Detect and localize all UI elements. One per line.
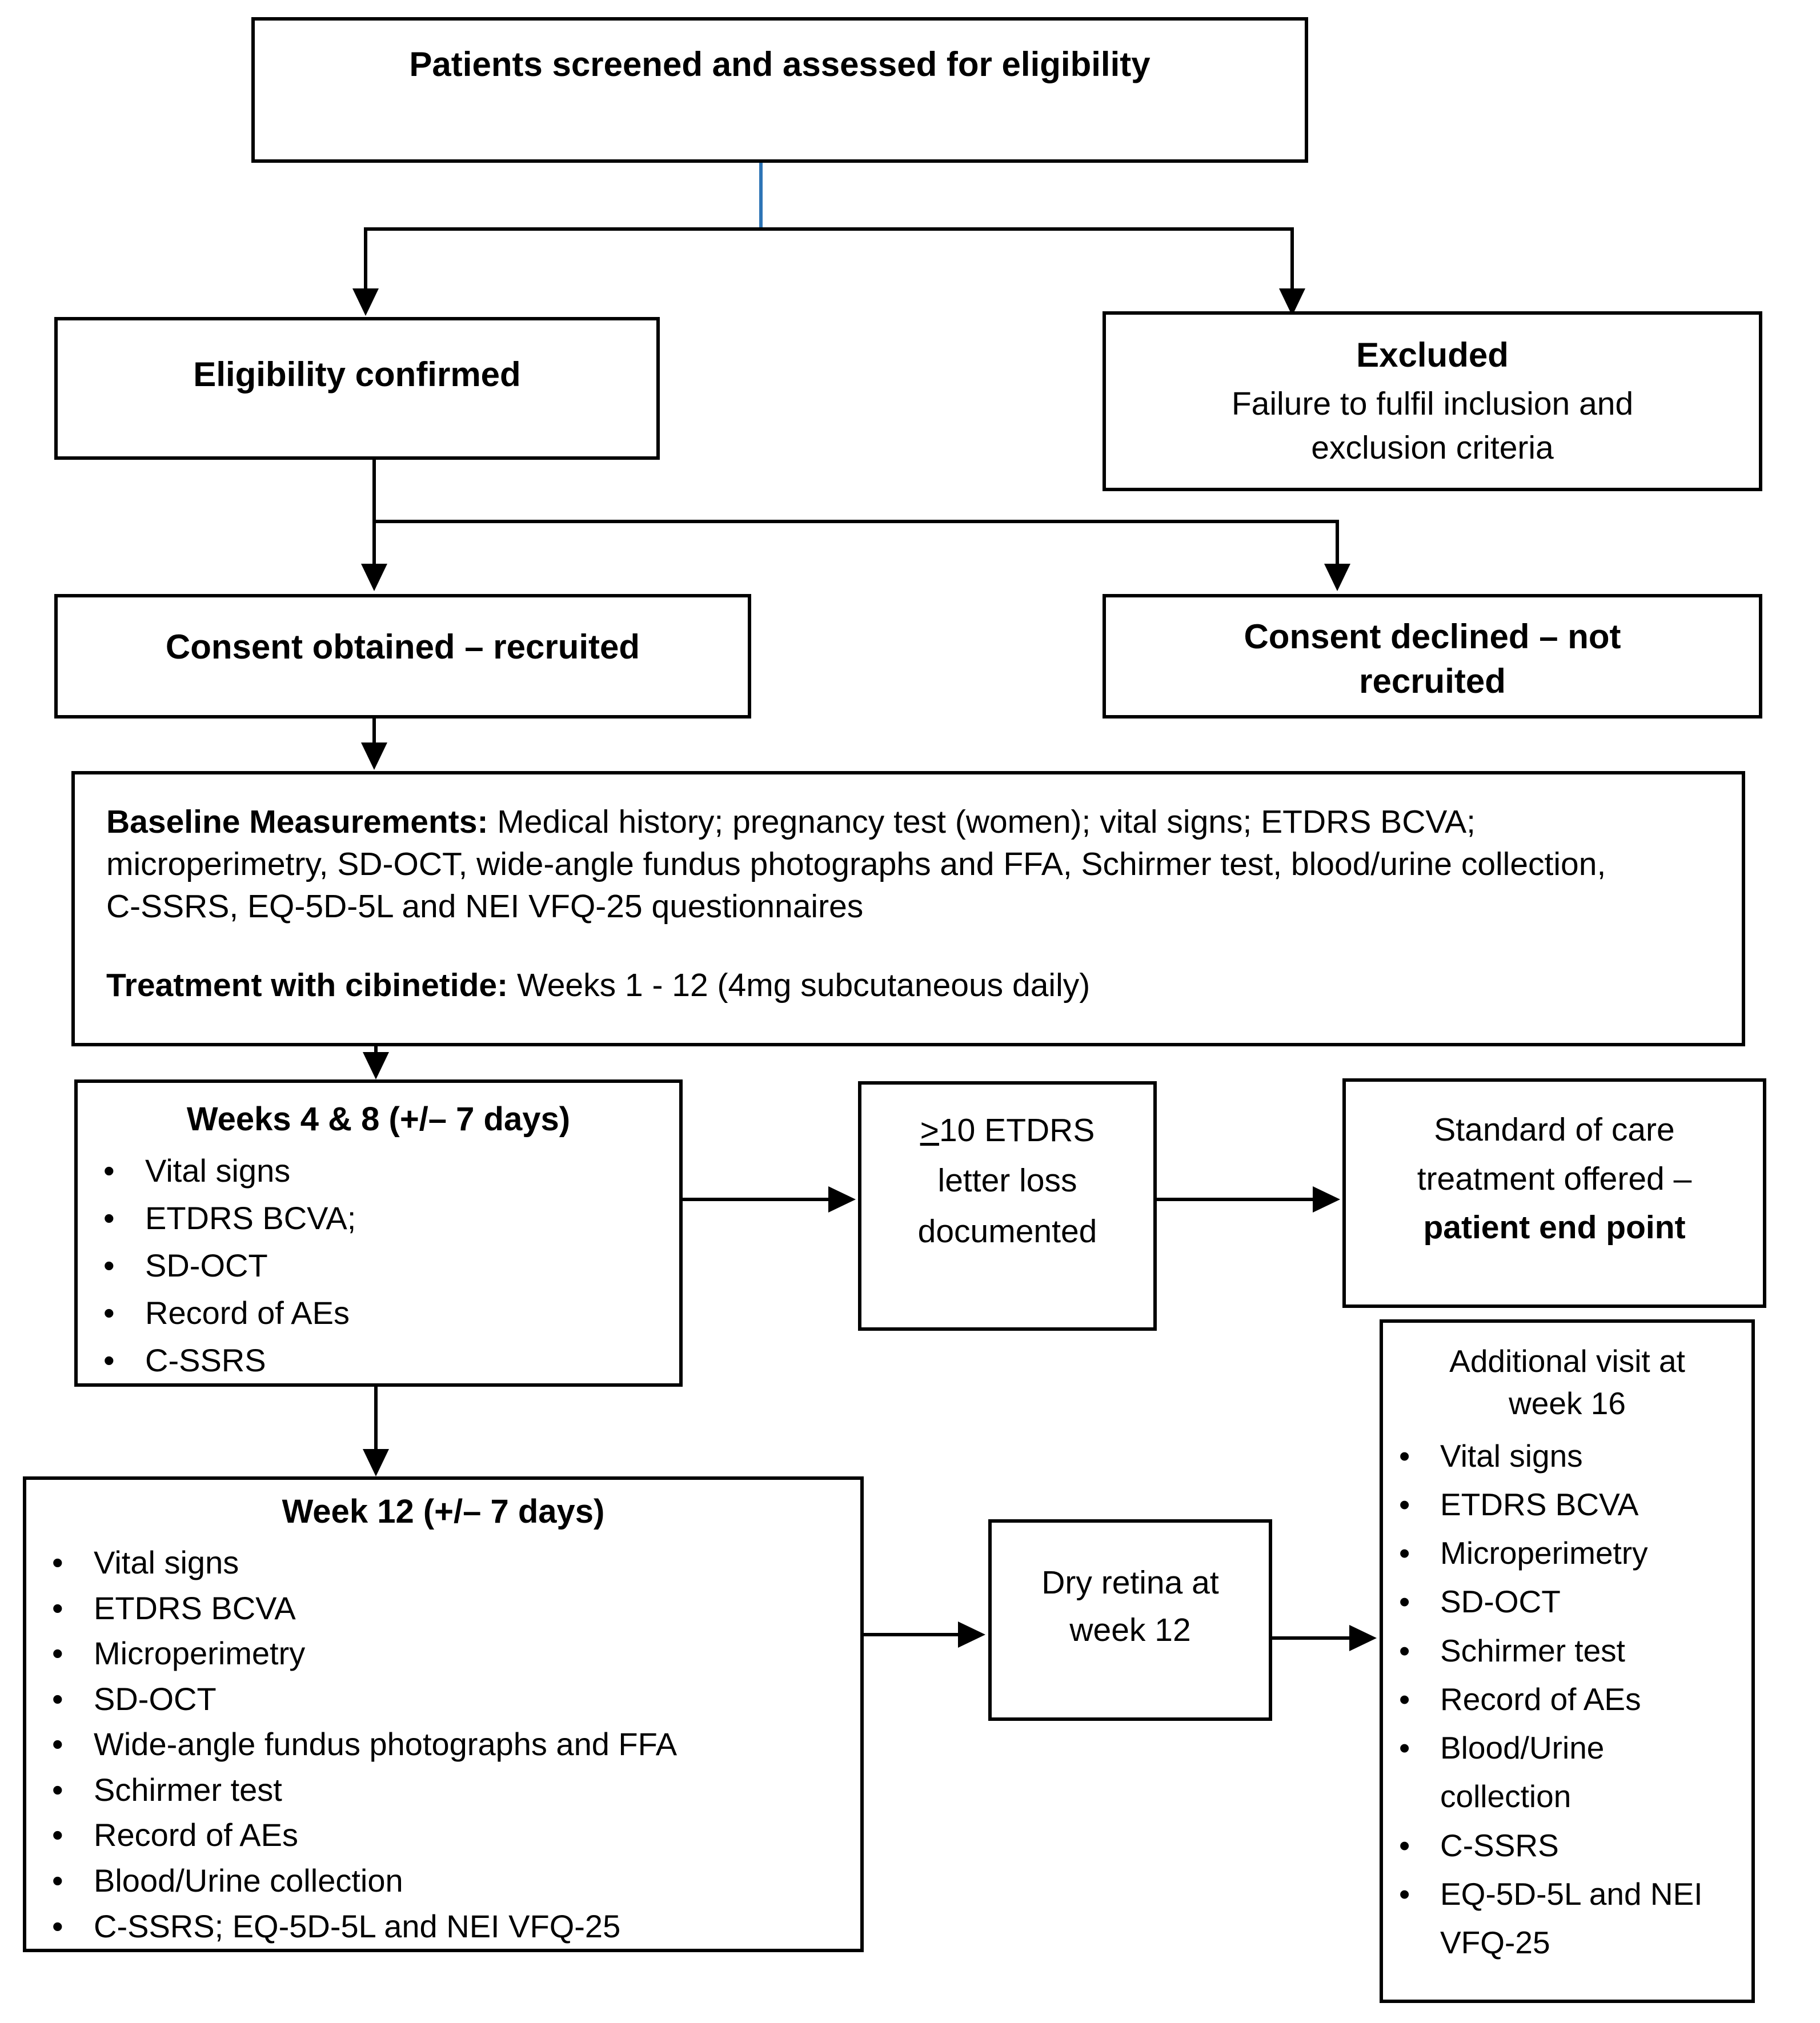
box-dry-retina <box>988 1519 1272 1721</box>
box-week-16 <box>1380 1319 1755 2003</box>
bullet-item: • ETDRS BCVA; <box>78 1195 679 1242</box>
box-excluded <box>1103 311 1762 491</box>
arrowhead-down-week12 <box>363 1449 389 1476</box>
bullet-item: • Blood/Urine collection <box>26 1858 860 1904</box>
connector-screened-down-accent <box>759 163 763 230</box>
bullet-item: • Schirmer test <box>1383 1627 1751 1675</box>
box-consent-declined <box>1103 594 1762 719</box>
bullet-item: • ETDRS BCVA <box>1383 1480 1751 1529</box>
box-screened <box>251 17 1308 163</box>
connector-branch2-horizontal <box>372 520 1339 523</box>
arrowhead-down-eligibility <box>352 288 379 316</box>
connector-branch1-left-vertical <box>364 227 367 290</box>
bullet-item: • SD-OCT <box>78 1242 679 1290</box>
connector-consent-baseline <box>372 719 376 746</box>
baseline-measurements-label: Baseline Measurements: <box>106 804 488 840</box>
arrowhead-down-consent-declined <box>1324 564 1350 591</box>
bullet-item: • Record of AEs <box>1383 1675 1751 1724</box>
dry-retina-text: Dry retina at week 12 <box>1041 1564 1219 1648</box>
bullet-item: • Blood/Urine collection <box>1383 1724 1751 1821</box>
connector-branch1-right-vertical <box>1290 227 1294 290</box>
bullet-item: • Vital signs <box>1383 1432 1751 1480</box>
etdrs-loss-line2: letter loss <box>937 1162 1077 1199</box>
etdrs-loss-line3: documented <box>917 1213 1097 1250</box>
etdrs-loss-line1: >10 ETDRS <box>920 1112 1095 1149</box>
week-16-title: Additional visit at week 16 <box>1449 1343 1685 1422</box>
excluded-title: Excluded <box>1356 336 1509 374</box>
bullet-item: • C-SSRS <box>78 1337 679 1384</box>
week-16-list <box>1383 1432 1751 1968</box>
box-week-12 <box>23 1476 864 1952</box>
connector-dryretina-week16 <box>1272 1636 1351 1640</box>
connector-branch2-right-vertical <box>1336 520 1339 565</box>
box-standard-of-care <box>1342 1078 1766 1308</box>
weeks-4-8-list <box>78 1147 679 1384</box>
excluded-reason: Failure to fulfil inclusion and exclusion criteria <box>1231 386 1634 466</box>
connector-branch1-horizontal <box>364 227 1294 231</box>
arrowhead-down-weeks48 <box>363 1052 389 1079</box>
weeks-4-8-title: Weeks 4 & 8 (+/– 7 days) <box>186 1101 571 1138</box>
bullet-item: • Vital signs <box>78 1147 679 1195</box>
bullet-item: • SD-OCT <box>1383 1578 1751 1626</box>
box-consent-obtained <box>54 594 751 719</box>
baseline-measurements-text: Medical history; pregnancy test (women); vital signs; ETDRS BCVA; microperimetry, SD-OCT, wide-angle fundus photographs and FFA, Schirmer test, blood/urine collection, C-SSRS, EQ-5D-5L and NEI VFQ-25 questionnaires <box>106 804 1606 925</box>
connector-weeks48-etdrs <box>683 1198 831 1201</box>
bullet-item: • ETDRS BCVA <box>26 1586 860 1631</box>
connector-branch2-left-vertical <box>372 520 376 565</box>
week-12-list <box>26 1540 860 1949</box>
connector-eligibility-down <box>372 460 376 523</box>
connector-etdrs-standard <box>1156 1198 1316 1201</box>
arrowhead-right-etdrs <box>828 1186 856 1213</box>
bullet-item: • SD-OCT <box>26 1676 860 1722</box>
bullet-item: • Record of AEs <box>26 1812 860 1858</box>
arrowhead-right-week16 <box>1349 1625 1377 1651</box>
box-etdrs-letter-loss <box>858 1081 1157 1331</box>
eligibility-title: Eligibility confirmed <box>193 355 521 394</box>
connector-weeks48-week12 <box>374 1387 378 1451</box>
arrowhead-right-standard <box>1313 1186 1340 1213</box>
box-baseline <box>71 771 1745 1046</box>
box-eligibility-confirmed <box>54 317 660 460</box>
baseline-measurements <box>106 801 1649 928</box>
box-weeks-4-8 <box>74 1079 683 1387</box>
screened-title: Patients screened and assessed for eligibility <box>409 45 1150 83</box>
arrowhead-right-dryretina <box>958 1621 985 1648</box>
bullet-item: • Vital signs <box>26 1540 860 1586</box>
arrowhead-down-consent-obtained <box>361 564 387 591</box>
consent-obtained-title: Consent obtained – recruited <box>165 628 640 666</box>
standard-care-text: Standard of care treatment offered – patient end point <box>1417 1111 1692 1246</box>
baseline-treatment-text: Weeks 1 - 12 (4mg subcutaneous daily) <box>516 967 1091 1004</box>
bullet-item: • Microperimetry <box>26 1631 860 1676</box>
greater-equal-symbol: > <box>920 1112 939 1149</box>
patient-end-point: patient end point <box>1423 1209 1686 1246</box>
bullet-item: • Schirmer test <box>26 1767 860 1813</box>
consent-declined-title: Consent declined – not recruited <box>1244 617 1621 700</box>
bullet-item: • Record of AEs <box>78 1290 679 1337</box>
baseline-treatment-label: Treatment with cibinetide: <box>106 967 508 1004</box>
baseline-treatment <box>106 964 1649 1006</box>
connector-week12-dryretina <box>864 1633 960 1636</box>
bullet-item: • Microperimetry <box>1383 1529 1751 1578</box>
bullet-item: • EQ-5D-5L and NEI VFQ-25 <box>1383 1870 1751 1968</box>
bullet-item: • Wide-angle fundus photographs and FFA <box>26 1721 860 1767</box>
bullet-item: • C-SSRS <box>1383 1821 1751 1870</box>
bullet-item: • C-SSRS; EQ-5D-5L and NEI VFQ-25 <box>26 1904 860 1949</box>
week-12-title: Week 12 (+/– 7 days) <box>282 1493 605 1530</box>
arrowhead-down-baseline <box>361 742 387 770</box>
